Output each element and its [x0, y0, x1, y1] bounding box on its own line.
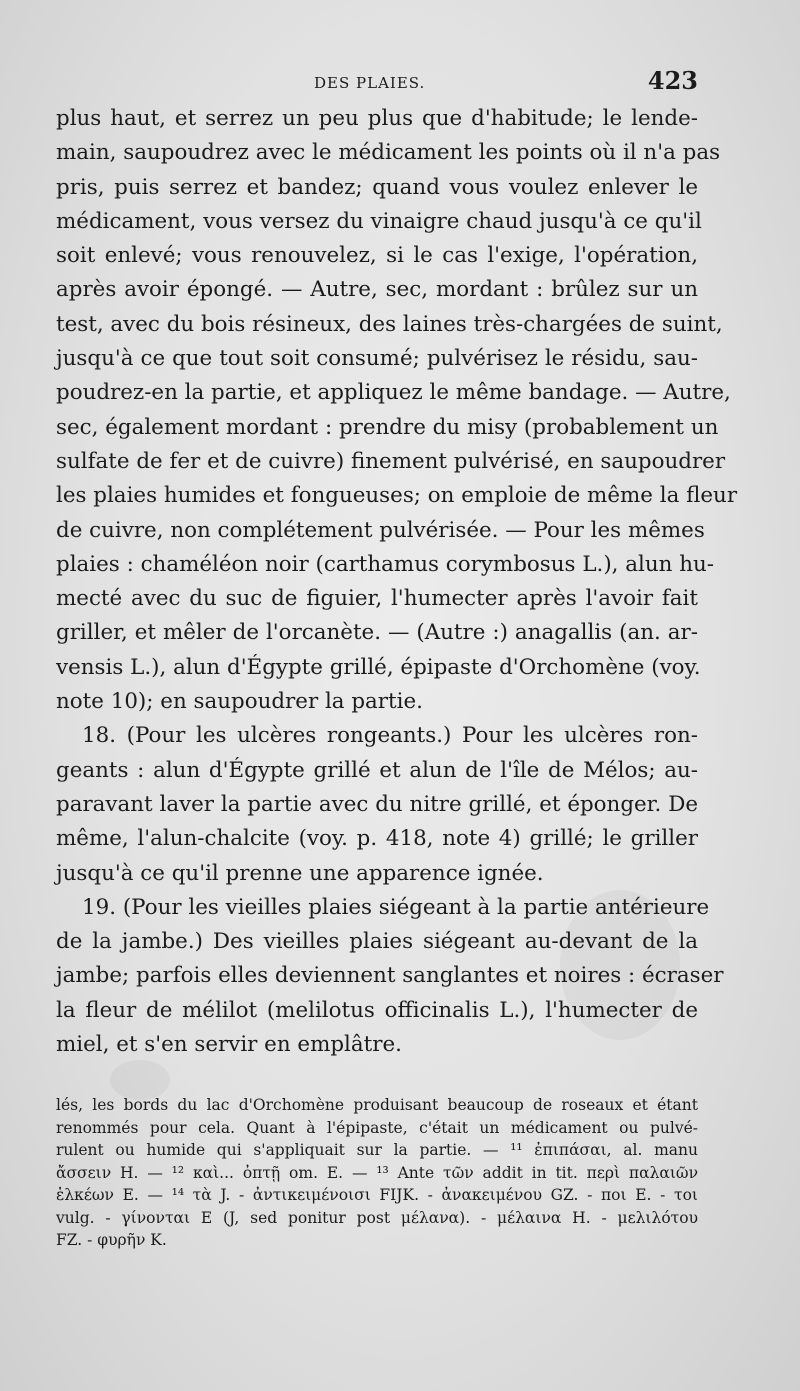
- section-18-heading-line: 18. (Pour les ulcères rongeants.) Pour les ulcères ron-: [82, 723, 698, 749]
- text-line: les plaies humides et fongueuses; on emploie de même la fleur: [56, 483, 738, 509]
- text-line: de la jambe.) Des vieilles plaies siégeant au-devant de la: [56, 929, 698, 955]
- text-line: même, l'alun-chalcite (voy. p. 418, note 4) grillé; le griller: [56, 826, 698, 852]
- main-text: [56, 102, 738, 1062]
- footnote-line: renommés pour cela. Quant à l'épipaste, c'était un médicament ou pulvé-: [56, 1118, 698, 1137]
- section-19-heading-line: 19. (Pour les vieilles plaies siégeant à la partie antérieure: [82, 894, 710, 920]
- page-header: [56, 66, 698, 100]
- text-line: sulfate de fer et de cuivre) finement pulvérisé, en saupoudrer: [56, 448, 726, 474]
- text-line: note 10); en saupoudrer la partie.: [56, 689, 423, 715]
- text-line: geants : alun d'Égypte grillé et alun de l'île de Mélos; au-: [56, 757, 698, 783]
- text-line: sec, également mordant : prendre du misy (probablement un: [56, 414, 719, 440]
- text-line: test, avec du bois résineux, des laines très-chargées de suint,: [56, 311, 723, 337]
- footnotes: [56, 1094, 698, 1252]
- text-line: plaies : chaméléon noir (carthamus corymbosus L.), alun hu-: [56, 551, 714, 577]
- page-number: 423: [647, 66, 698, 95]
- text-line: jusqu'à ce que tout soit consumé; pulvérisez le résidu, sau-: [56, 346, 698, 372]
- text-line: jusqu'à ce qu'il prenne une apparence ignée.: [56, 860, 544, 886]
- text-line: poudrez-en la partie, et appliquez le même bandage. — Autre,: [56, 380, 731, 406]
- text-line: plus haut, et serrez un peu plus que d'habitude; le lende-: [56, 106, 698, 131]
- footnote-line: ἑλκέων E. — ¹⁴ τὰ J. - ἀντικειμένοισι FIJK. - ἀνακειμένου GZ. - ποι E. - τοι: [56, 1186, 698, 1204]
- footnote-line: FZ. - φυρῆν K.: [56, 1231, 167, 1249]
- text-line: soit enlevé; vous renouvelez, si le cas l'exige, l'opération,: [56, 243, 698, 269]
- footnote-line: vulg. - γίνονται E (J, sed ponitur post μέλανα). - μέλαινα H. - μελιλότου: [56, 1208, 698, 1227]
- text-line: paravant laver la partie avec du nitre grillé, et éponger. De: [56, 791, 698, 817]
- text-line: pris, puis serrez et bandez; quand vous voulez enlever le: [56, 174, 698, 200]
- footnote-line: ἄσσειν H. — ¹² καὶ... ὀπτῇ om. E. — ¹³ Ante τῶν addit in tit. περὶ παλαιῶν: [56, 1163, 698, 1182]
- text-line: la fleur de mélilot (melilotus officinalis L.), l'humecter de: [56, 997, 698, 1023]
- text-line: griller, et mêler de l'orcanète. — (Autre :) anagallis (an. ar-: [56, 620, 698, 646]
- running-head: DES PLAIES.: [314, 74, 426, 92]
- text-line: après avoir épongé. — Autre, sec, mordant : brûlez sur un: [56, 277, 698, 303]
- text-line: médicament, vous versez du vinaigre chaud jusqu'à ce qu'il: [56, 208, 702, 234]
- text-line: de cuivre, non complétement pulvérisée. — Pour les mêmes: [56, 517, 705, 543]
- footnote-line: lés, les bords du lac d'Orchomène produisant beaucoup de roseaux et étant: [56, 1096, 698, 1114]
- footnote-line: rulent ou humide qui s'appliquait sur la partie. — ¹¹ ἐπιπάσαι, al. manu: [56, 1141, 698, 1159]
- text-line: jambe; parfois elles deviennent sanglantes et noires : écraser: [56, 963, 724, 989]
- text-line: miel, et s'en servir en emplâtre.: [56, 1032, 402, 1058]
- text-line: vensis L.), alun d'Égypte grillé, épipaste d'Orchomène (voy.: [56, 654, 701, 680]
- text-line: mecté avec du suc de figuier, l'humecter après l'avoir fait: [56, 586, 698, 612]
- text-line: main, saupoudrez avec le médicament les points où il n'a pas: [56, 140, 721, 166]
